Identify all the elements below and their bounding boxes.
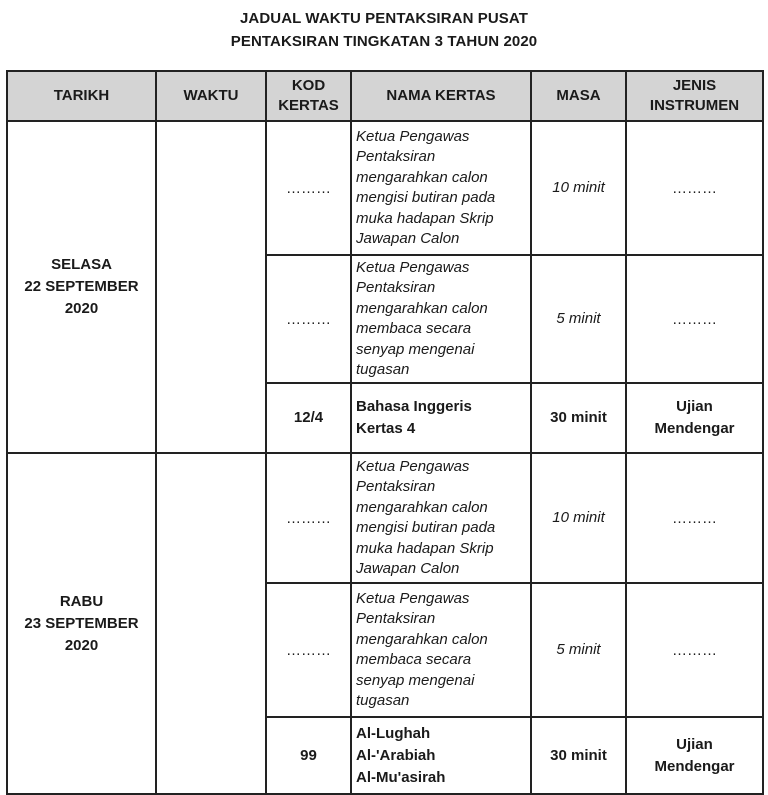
waktu-cell: [156, 121, 266, 453]
masa-cell: 30 minit: [531, 383, 626, 453]
header-kod-kertas: KOD KERTAS: [266, 71, 351, 121]
nama-cell: Ketua Pengawas Pentaksiran mengarahkan calon mengisi butiran pada muka hadapan Skrip Jawapan Calon: [351, 453, 531, 583]
nama-cell: Ketua Pengawas Pentaksiran mengarahkan calon mengisi butiran pada muka hadapan Skrip Jawapan Calon: [351, 121, 531, 255]
jenis-cell: ………: [626, 583, 763, 717]
kod-cell: ………: [266, 121, 351, 255]
table-header-row: [7, 71, 763, 121]
masa-cell: 10 minit: [531, 121, 626, 255]
jenis-cell: Ujian Mendengar: [626, 717, 763, 794]
masa-cell: 5 minit: [531, 255, 626, 383]
masa-cell: 5 minit: [531, 583, 626, 717]
nama-cell: Bahasa Inggeris Kertas 4: [351, 383, 531, 453]
day-cell: RABU 23 SEPTEMBER 2020: [7, 453, 156, 794]
table-row: [7, 453, 763, 583]
document-title: JADUAL WAKTU PENTAKSIRAN PUSAT: [239, 10, 528, 27]
kod-cell: ………: [266, 453, 351, 583]
jenis-cell: ………: [626, 121, 763, 255]
kod-cell: 99: [266, 717, 351, 794]
header-waktu: WAKTU: [156, 71, 266, 121]
schedule-table: [6, 70, 764, 795]
table-row: [7, 121, 763, 255]
kod-cell: ………: [266, 583, 351, 717]
jenis-cell: ………: [626, 453, 763, 583]
header-masa: MASA: [531, 71, 626, 121]
nama-cell: Ketua Pengawas Pentaksiran mengarahkan calon membaca secara senyap mengenai tugasan: [351, 583, 531, 717]
masa-cell: 30 minit: [531, 717, 626, 794]
nama-cell: Al-Lughah Al-'Arabiah Al-Mu'asirah: [351, 717, 531, 794]
document-subtitle: PENTAKSIRAN TINGKATAN 3 TAHUN 2020: [230, 33, 538, 50]
waktu-cell: [156, 453, 266, 794]
header-nama-kertas: NAMA KERTAS: [351, 71, 531, 121]
day-cell: SELASA 22 SEPTEMBER 2020: [7, 121, 156, 453]
kod-cell: 12/4: [266, 383, 351, 453]
kod-cell: ………: [266, 255, 351, 383]
header-jenis-instrumen: JENIS INSTRUMEN: [626, 71, 763, 121]
jenis-cell: Ujian Mendengar: [626, 383, 763, 453]
jenis-cell: ………: [626, 255, 763, 383]
header-tarikh: TARIKH: [7, 71, 156, 121]
nama-cell: Ketua Pengawas Pentaksiran mengarahkan calon membaca secara senyap mengenai tugasan: [351, 255, 531, 383]
masa-cell: 10 minit: [531, 453, 626, 583]
